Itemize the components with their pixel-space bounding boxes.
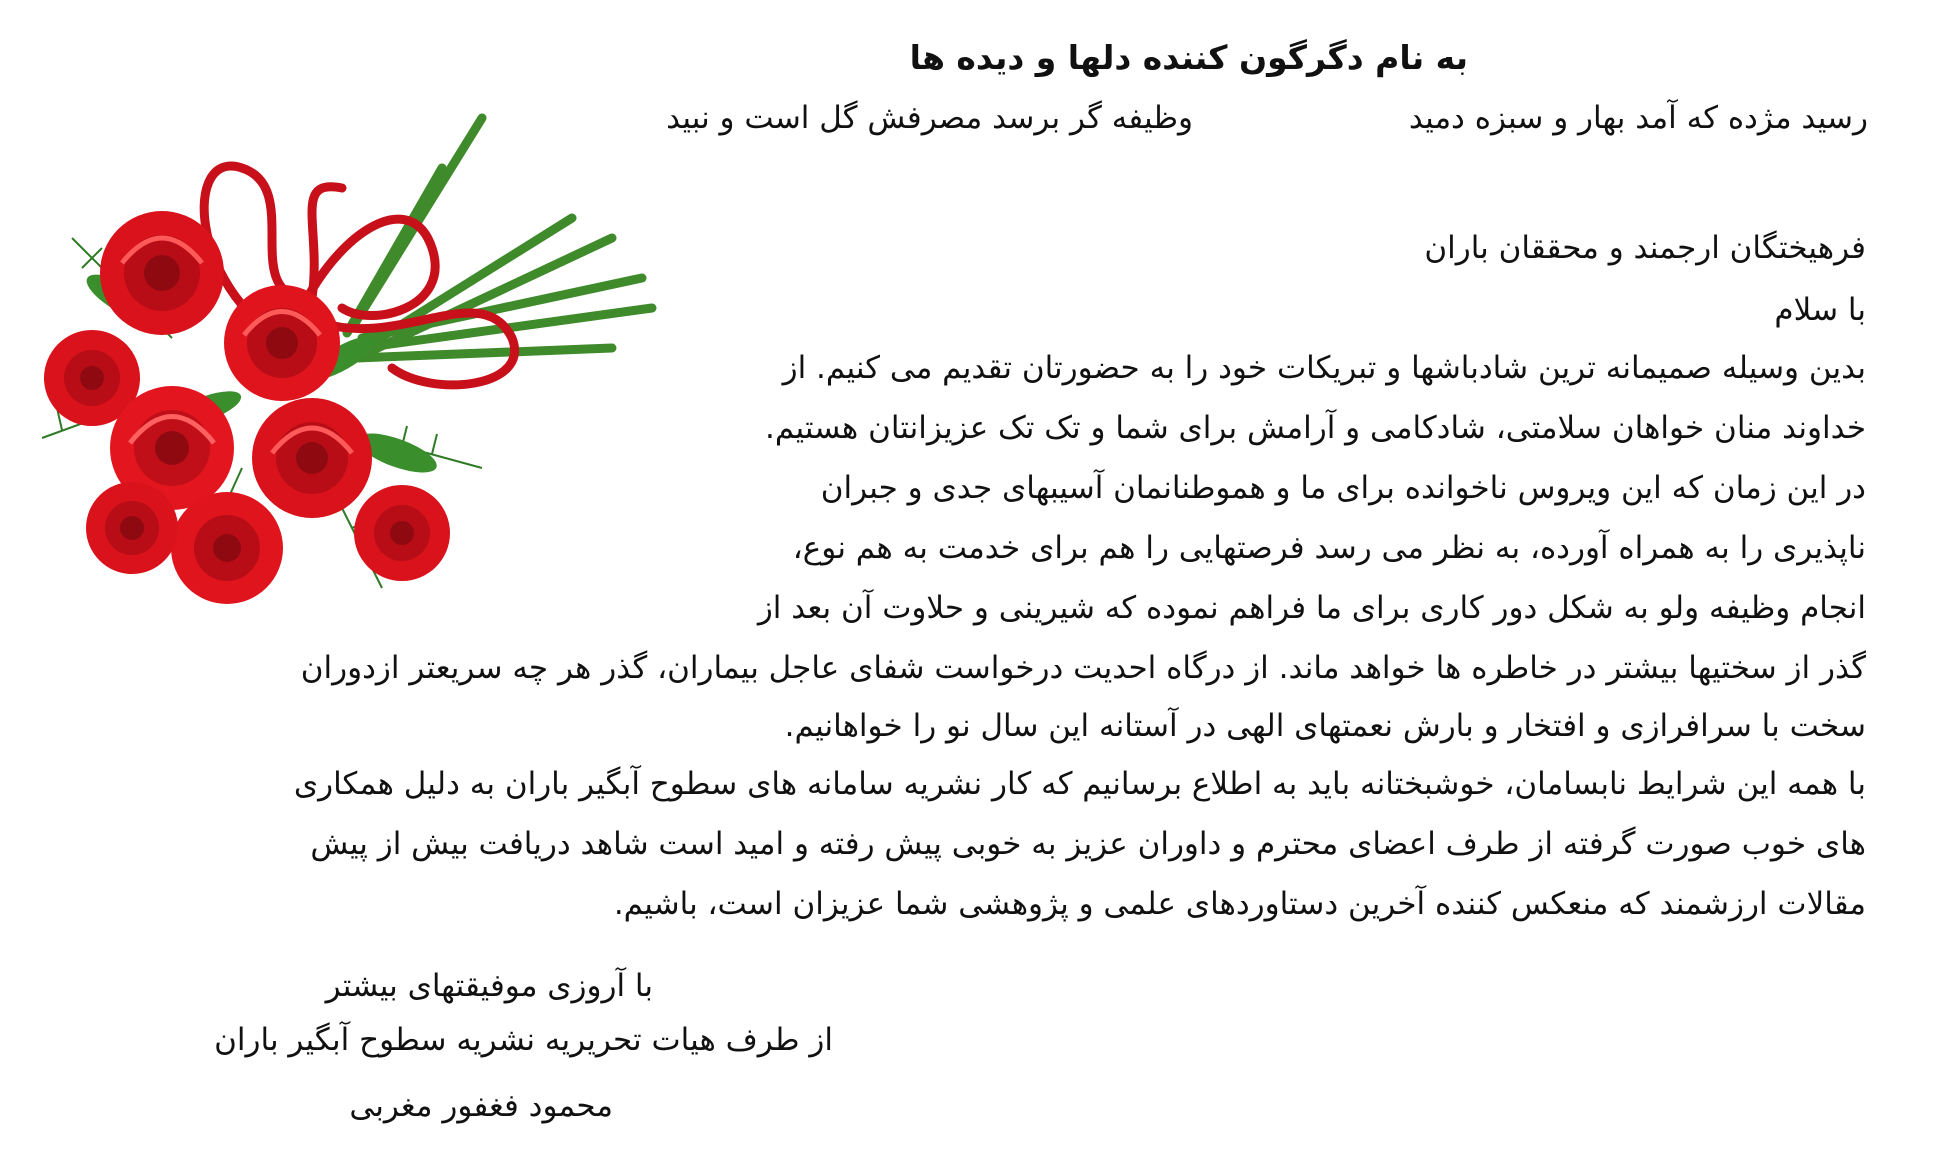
body-line: انجام وظیفه ولو به شکل دور کاری برای ما فراهم نموده که شیرینی و حلاوت آن بعد از	[757, 590, 1866, 626]
letter-title: به نام دگرگون کننده دلها و دیده ها	[909, 38, 1468, 77]
signer-name: محمود فغفور مغربی	[349, 1088, 613, 1124]
greeting-line: فرهیختگان ارجمند و محققان باران	[1424, 230, 1866, 266]
salutation-line: با سلام	[1774, 292, 1866, 328]
body-line: ناپذیری را به همراه آورده، به نظر می رسد فرصتهایی را هم برای خدمت به هم نوع،	[792, 530, 1866, 566]
body-line: سخت با سرافرازی و افتخار و بارش نعمتهای الهی در آستانه این سال نو را خواهانیم.	[784, 708, 1866, 744]
closing-from: از طرف هیات تحریریه نشریه سطوح آبگیر باران	[214, 1022, 833, 1058]
poem-hemistich-2: وظیفه گر برسد مصرفش گل است و نبید	[666, 100, 1193, 136]
body-line: گذر از سختیها بیشتر در خاطره ها خواهد ماند. از درگاه احدیت درخواست شفای عاجل بیماران، گذر هر چه سریعتر ازدوران	[300, 650, 1866, 686]
body-line: با همه این شرایط نابسامان، خوشبختانه باید به اطلاع برسانیم که کار نشریه سامانه های سطوح آبگیر باران به دلیل همکاری	[293, 766, 1866, 802]
rose-bouquet-image	[12, 108, 692, 618]
closing-wish: با آروزی موفیقتهای بیشتر	[325, 968, 653, 1004]
body-line: بدین وسیله صمیمانه ترین شادباشها و تبریکات خود را به حضورتان تقدیم می کنیم. از	[782, 350, 1866, 386]
poem-hemistich-1: رسید مژده که آمد بهار و سبزه دمید	[1408, 100, 1868, 136]
body-line: های خوب صورت گرفته از طرف اعضای محترم و داوران عزیز به خوبی پیش رفته و امید است شاهد دریافت بیش از پیش	[310, 826, 1866, 862]
body-line: مقالات ارزشمند که منعکس کننده آخرین دستاوردهای علمی و پژوهشی شما عزیزان است، باشیم.	[613, 886, 1866, 922]
body-line: خداوند منان خواهان سلامتی، شادکامی و آرامش برای شما و تک تک عزیزانتان هستیم.	[765, 410, 1866, 446]
body-line: در این زمان که این ویروس ناخوانده برای ما و هموطنانمان آسیبهای جدی و جبران	[820, 470, 1866, 506]
